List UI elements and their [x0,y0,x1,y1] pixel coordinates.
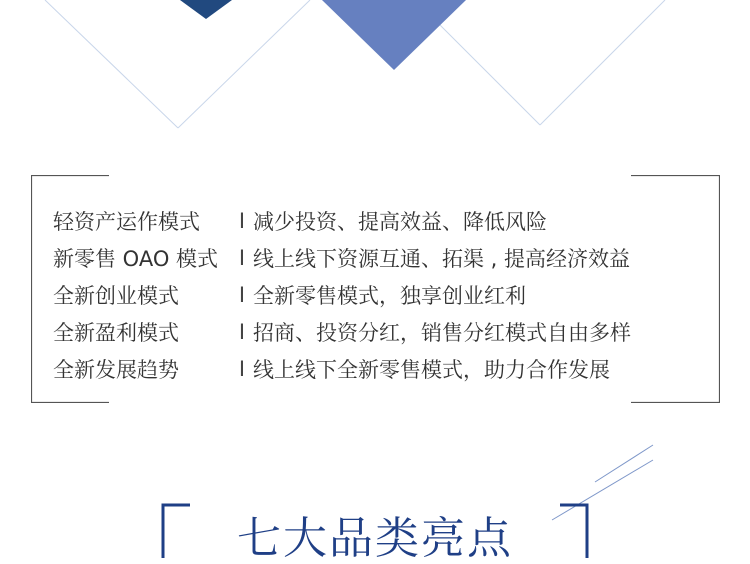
feature-separator: I [238,356,246,381]
section-title-block [160,500,590,564]
feature-label: 全新创业模式 [53,283,179,308]
feature-separator: I [238,208,246,233]
feature-label: 全新盈利模式 [53,320,179,345]
feature-row [53,313,631,350]
dark-diamond-shape [180,0,232,19]
feature-row [53,239,631,276]
feature-row [53,350,631,387]
feature-row [53,276,631,313]
feature-separator: I [238,282,246,307]
feature-desc: 全新零售模式，独享创业红利 [253,283,526,308]
features-box [31,175,720,403]
features-list [53,202,631,387]
feature-desc: 减少投资、提高效益、降低风险 [253,209,547,234]
feature-label: 轻资产运作模式 [53,209,200,234]
feature-row [53,202,631,239]
feature-desc: 线上线下全新零售模式，助力合作发展 [253,357,610,382]
top-decoration [0,0,750,140]
feature-separator: I [238,319,246,344]
blue-diamond-shape [322,0,466,70]
feature-desc: 招商、投资分红，销售分红模式自由多样 [253,320,631,345]
section-title: 七大品类亮点 [237,513,513,564]
feature-desc: 线上线下资源互通、拓渠 , 提高经济效益 [253,246,631,271]
feature-separator: I [238,245,246,270]
feature-label: 新零售 OAO 模式 [53,246,219,271]
feature-label: 全新发展趋势 [53,357,179,382]
